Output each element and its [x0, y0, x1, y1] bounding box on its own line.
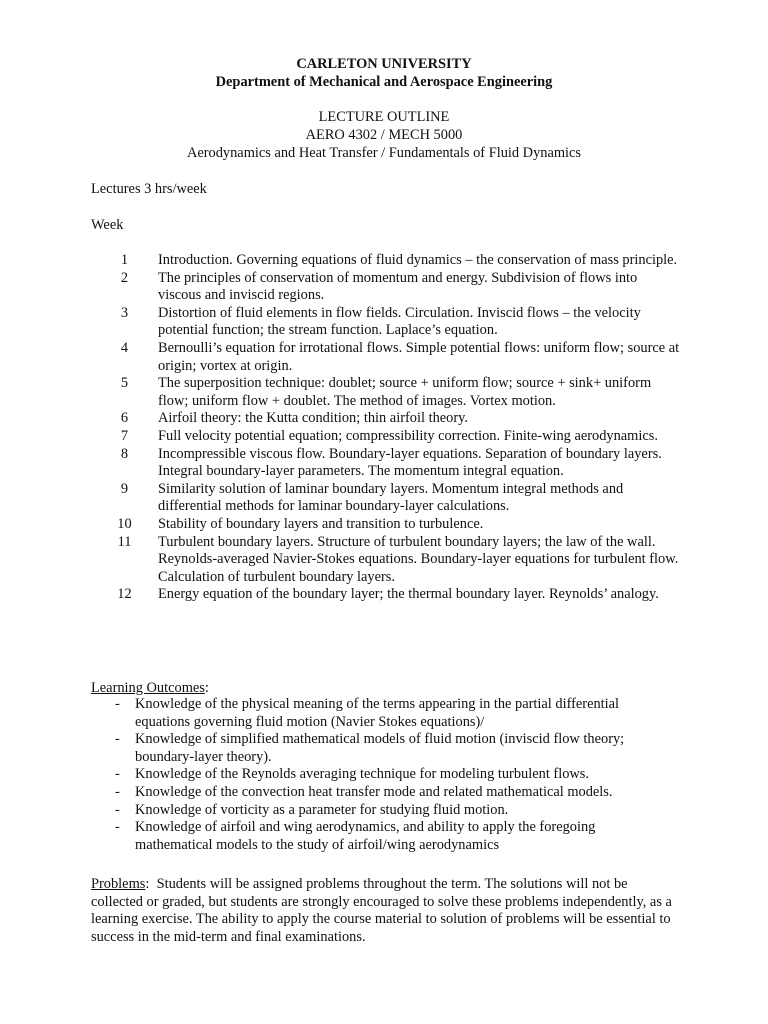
week-topic: The principles of conservation of momentum and energy. Subdivision of flows into viscous and inviscid regions. — [158, 269, 638, 304]
list-dash: - — [115, 766, 120, 783]
week-number: 11 — [117, 533, 132, 550]
week-topic: The superposition technique: doublet; source + uniform flow; source + sink+ uniform flow; uniform flow + doublet. The method of images. Vortex motion. — [158, 375, 652, 409]
week-list — [91, 252, 691, 604]
learning-outcome-text: Knowledge of the physical meaning of the terms appearing in the partial differential equations governing fluid motion (Navier Stokes equations)/ — [135, 696, 620, 730]
week-number: 3 — [120, 304, 129, 321]
week-number: 6 — [120, 410, 129, 427]
list-dash: - — [115, 783, 120, 800]
learning-outcomes-list — [91, 696, 691, 854]
week-number: 12 — [117, 586, 132, 603]
week-number: 7 — [120, 427, 129, 444]
learning-outcome-text: Knowledge of vorticity as a parameter for studying fluid motion. — [135, 801, 509, 818]
week-row — [91, 375, 691, 410]
week-number: 8 — [120, 445, 129, 462]
problems-colon: : — [145, 876, 150, 892]
learning-outcome-text: Knowledge of the Reynolds averaging technique for modeling turbulent flows. — [135, 766, 589, 783]
department-name: Department of Mechanical and Aerospace Engineering — [215, 74, 553, 90]
course-codes: AERO 4302 / MECH 5000 — [305, 127, 463, 143]
week-topic: Full velocity potential equation; compressibility correction. Finite-wing aerodynamics. — [158, 427, 658, 444]
week-topic: Distortion of fluid elements in flow fields. Circulation. Inviscid flows – the velocity potential function; the stream function. Laplace’s equation. — [158, 304, 641, 339]
week-topic: Incompressible viscous flow. Boundary-layer equations. Separation of boundary layers. Integral boundary-layer parameters. The momentum integral equation. — [158, 445, 662, 480]
document-type: LECTURE OUTLINE — [318, 109, 450, 125]
problems-text: Students will be assigned problems throughout the term. The solutions will not be collected or graded, but students are strongly encouraged to solve these problems independently, as a learning exercise. The ability to apply the course material to solution of problems will be essential to success in the mid-term and final examinations. — [91, 876, 676, 945]
list-dash: - — [115, 731, 120, 748]
problems-paragraph — [91, 876, 679, 946]
learning-outcomes-colon: : — [204, 680, 209, 696]
learning-outcome-item — [91, 696, 691, 731]
week-row — [91, 340, 691, 375]
university-name: CARLETON UNIVERSITY — [296, 56, 472, 72]
course-titles: Aerodynamics and Heat Transfer / Fundamentals of Fluid Dynamics — [186, 145, 582, 161]
learning-outcomes-heading — [91, 680, 209, 698]
week-row — [91, 534, 691, 587]
week-row — [91, 252, 691, 270]
week-row — [91, 586, 691, 604]
week-topic: Turbulent boundary layers. Structure of turbulent boundary layers; the law of the wall. Reynolds-averaged Navier-Stokes equations. Boundary-layer equations for turbulent flow. Calculation of turbulent boundary layers. — [158, 533, 679, 585]
week-number: 5 — [120, 375, 129, 392]
list-dash: - — [115, 819, 120, 836]
week-number: 9 — [120, 480, 129, 497]
week-topic: Similarity solution of laminar boundary layers. Momentum integral methods and differential methods for laminar boundary-layer calculations. — [158, 480, 624, 515]
week-row — [91, 410, 691, 428]
week-topic: Bernoulli’s equation for irrotational flows. Simple potential flows: uniform flow; source at origin; vortex at origin. — [158, 339, 680, 374]
week-number: 1 — [120, 252, 129, 268]
week-number: 10 — [117, 515, 132, 532]
week-topic: Stability of boundary layers and transition to turbulence. — [158, 515, 484, 532]
learning-outcome-item — [91, 766, 691, 784]
problems-heading: Problems — [91, 876, 146, 892]
lecture-hours: Lectures 3 hrs/week — [91, 181, 207, 197]
list-dash: - — [115, 696, 120, 712]
learning-outcome-text: Knowledge of the convection heat transfer mode and related mathematical models. — [135, 783, 613, 800]
week-row — [91, 516, 691, 534]
learning-outcome-item — [91, 784, 691, 802]
week-row — [91, 481, 691, 516]
week-heading: Week — [91, 217, 124, 233]
week-topic: Airfoil theory: the Kutta condition; thin airfoil theory. — [158, 410, 468, 427]
week-number: 4 — [120, 339, 129, 356]
week-row — [91, 446, 691, 481]
week-row — [91, 305, 691, 340]
learning-outcome-item — [91, 802, 691, 820]
week-number: 2 — [120, 269, 129, 286]
week-topic: Introduction. Governing equations of fluid dynamics – the conservation of mass principle. — [158, 252, 678, 268]
learning-outcome-text: Knowledge of airfoil and wing aerodynamics, and ability to apply the foregoing mathematical models to the study of airfoil/wing aerodynamics — [135, 819, 596, 853]
list-dash: - — [115, 801, 120, 818]
week-topic: Energy equation of the boundary layer; the thermal boundary layer. Reynolds’ analogy. — [158, 586, 659, 603]
week-row — [91, 428, 691, 446]
learning-outcome-text: Knowledge of simplified mathematical models of fluid motion (inviscid flow theory; boundary-layer theory). — [135, 731, 625, 765]
learning-outcome-item — [91, 731, 691, 766]
learning-outcomes-heading-text: Learning Outcomes — [91, 680, 205, 696]
week-row — [91, 270, 691, 305]
learning-outcome-item — [91, 819, 691, 854]
